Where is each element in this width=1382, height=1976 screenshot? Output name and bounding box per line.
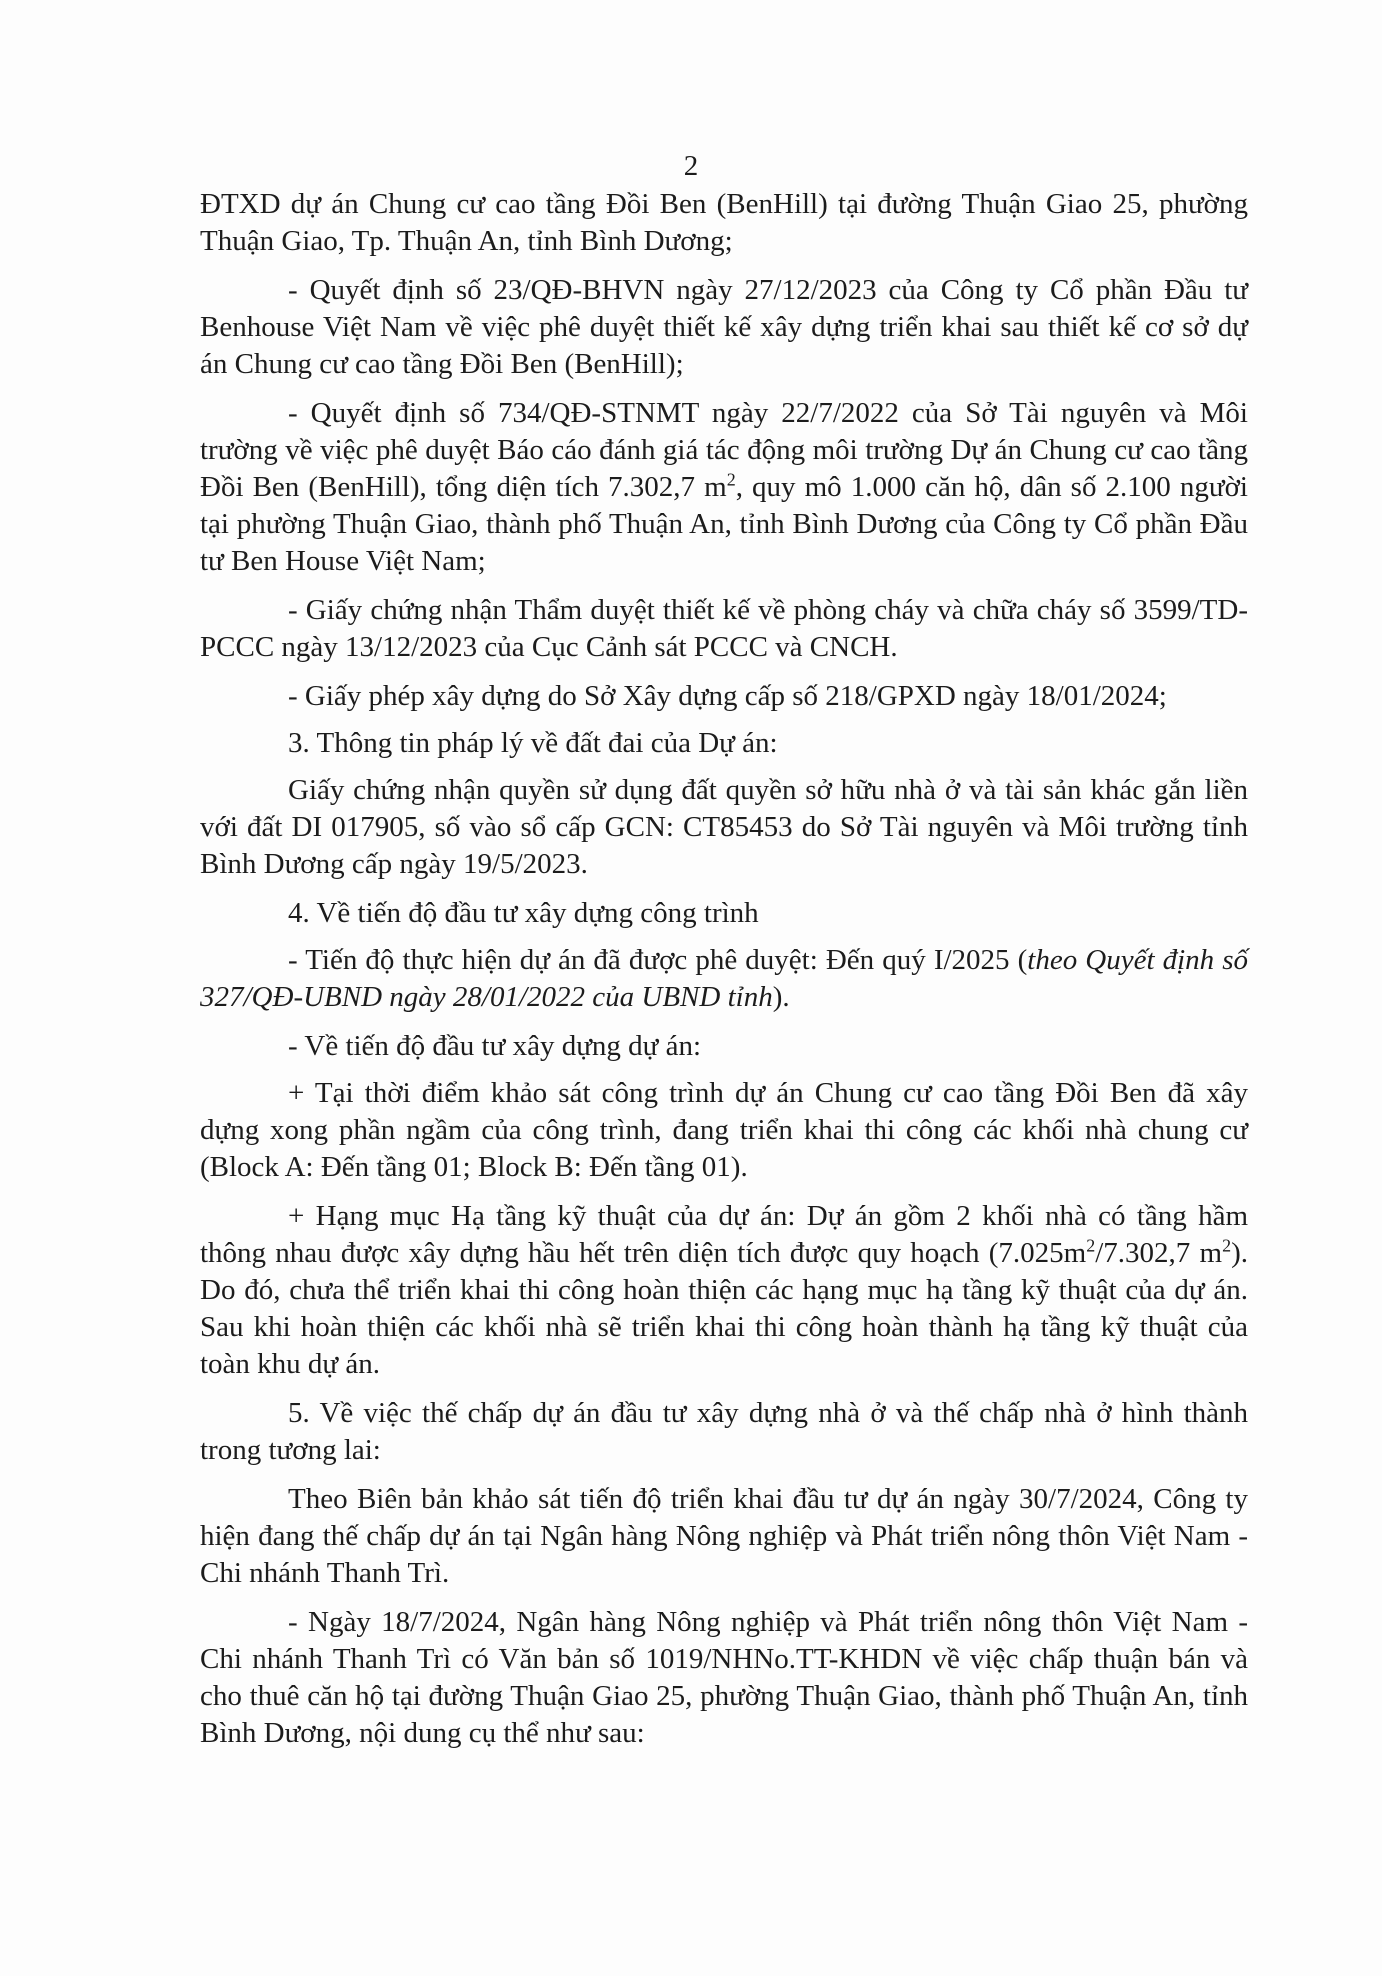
paragraph-bank-letter: - Ngày 18/7/2024, Ngân hàng Nông nghiệp và Phát triển nông thôn Việt Nam - Chi nhánh Thanh Trì có Văn bản số 1019/NHNo.TT-KHDN về việc chấp thuận bán và cho thuê căn hộ tại đường Thuận Giao 25, phường Thuận Giao, thành phố Thuận An, tỉnh Bình Dương, nội dung cụ thể như sau: [200, 1606, 1248, 1749]
paragraph-approved-schedule: - Tiến độ thực hiện dự án đã được phê duyệt: Đến quý I/2025 (theo Quyết định số 327/QĐ-UBND ngày 28/01/2022 của UBND tỉnh). [200, 944, 1248, 1013]
paragraph-survey-record: Theo Biên bản khảo sát tiến độ triển khai đầu tư dự án ngày 30/7/2024, Công ty hiện đang thế chấp dự án tại Ngân hàng Nông nghiệp và Phát triển nông thôn Việt Nam - Chi nhánh Thanh Trì. [200, 1483, 1248, 1589]
paragraph-land-certificate: Giấy chứng nhận quyền sử dụng đất quyền sở hữu nhà ở và tài sản khác gắn liền với đất DI 017905, số vào sổ cấp GCN: CT85453 do Sở Tài nguyên và Môi trường tỉnh Bình Dương cấp ngày 19/5/2023. [200, 774, 1248, 880]
section-heading-mortgage: 5. Về việc thế chấp dự án đầu tư xây dựng nhà ở và thế chấp nhà ở hình thành trong tương lai: [200, 1397, 1248, 1466]
paragraph-progress-subheading: - Về tiến độ đầu tư xây dựng dự án: [288, 1030, 702, 1062]
section-heading-land-legal: 3. Thông tin pháp lý về đất đai của Dự án: [288, 727, 778, 759]
document-body [200, 186, 1248, 1764]
paragraph-decision-734: - Quyết định số 734/QĐ-STNMT ngày 22/7/2022 của Sở Tài nguyên và Môi trường về việc phê duyệt Báo cáo đánh giá tác động môi trường Dự án Chung cư cao tầng Đồi Ben (BenHill), tổng diện tích 7.302,7 $m^2$, quy mô 1.000 căn hộ, dân số 2.100 người tại phường Thuận Giao, thành phố Thuận An, tỉnh Bình Dương của Công ty Cổ phần Đầu tư Ben House Việt Nam; [200, 397, 1248, 577]
section-heading-progress: 4. Về tiến độ đầu tư xây dựng công trình [288, 897, 759, 929]
page-number: 2 [683, 150, 699, 182]
paragraph-infrastructure: + Hạng mục Hạ tầng kỹ thuật của dự án: Dự án gồm 2 khối nhà có tầng hầm thông nhau được xây dựng hầu hết trên diện tích được quy hoạch ($7.025m^2/7.302,7$ $m^2$). Do đó, chưa thể triển khai thi công hoàn thiện các hạng mục hạ tầng kỹ thuật của dự án. Sau khi hoàn thiện các khối nhà sẽ triển khai thi công hoàn thành hạ tầng kỹ thuật của toàn khu dự án. [200, 1200, 1248, 1380]
paragraph-project-decision-continued: ĐTXD dự án Chung cư cao tầng Đồi Ben (BenHill) tại đường Thuận Giao 25, phường Thuận Giao, Tp. Thuận An, tỉnh Bình Dương; [200, 188, 1248, 257]
paragraph-construction-permit: - Giấy phép xây dựng do Sở Xây dựng cấp số 218/GPXD ngày 18/01/2024; [288, 680, 1167, 712]
paragraph-survey-status: + Tại thời điểm khảo sát công trình dự án Chung cư cao tầng Đồi Ben đã xây dựng xong phần ngầm của công trình, đang triển khai thi công các khối nhà chung cư (Block A: Đến tầng 01; Block B: Đến tầng 01). [200, 1077, 1248, 1183]
paragraph-decision-23: - Quyết định số 23/QĐ-BHVN ngày 27/12/2023 của Công ty Cổ phần Đầu tư Benhouse Việt Nam về việc phê duyệt thiết kế xây dựng triển khai sau thiết kế cơ sở dự án Chung cư cao tầng Đồi Ben (BenHill); [200, 274, 1248, 380]
paragraph-fire-certificate: - Giấy chứng nhận Thẩm duyệt thiết kế về phòng cháy và chữa cháy số 3599/TD-PCCC ngày 13/12/2023 của Cục Cảnh sát PCCC và CNCH. [200, 594, 1248, 663]
